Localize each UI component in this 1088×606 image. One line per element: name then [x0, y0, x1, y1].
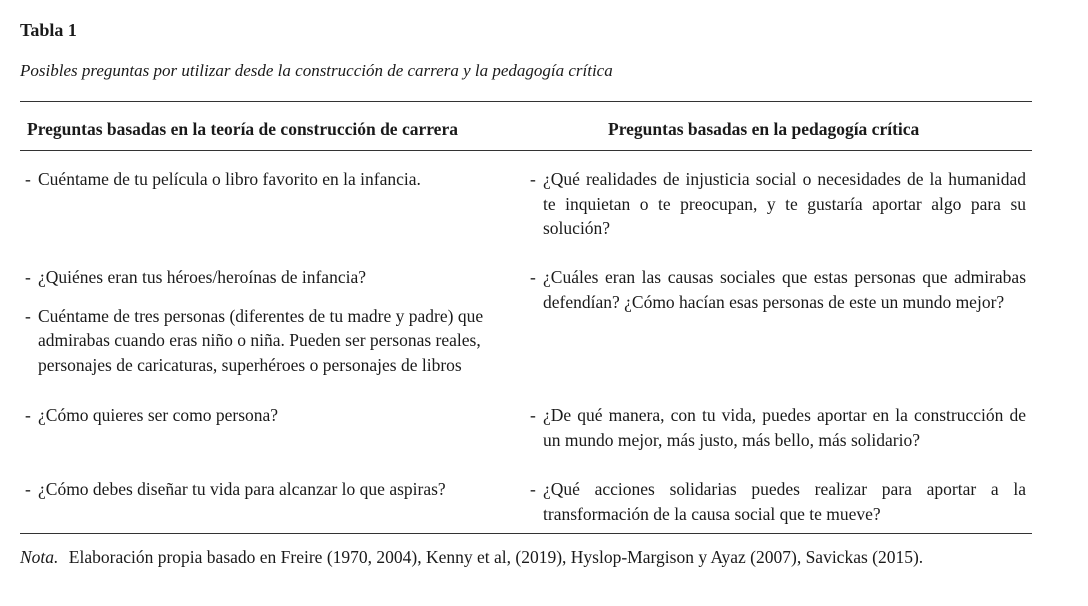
- list-item: [25, 265, 522, 290]
- dash-marker: -: [25, 479, 31, 499]
- table-header-rule: [20, 150, 1032, 151]
- column-header-critical-pedagogy: Preguntas basadas en la pedagogía crítica: [608, 119, 920, 139]
- table-row-4-left-cell: [25, 477, 522, 502]
- note-label: Nota.: [20, 547, 59, 567]
- question-text: Cuéntame de tu película o libro favorito en la infancia.: [38, 169, 421, 189]
- list-item: [530, 403, 1026, 452]
- dash-marker: -: [25, 305, 31, 326]
- table-row-1-left-cell: [25, 167, 522, 192]
- question-text: ¿Cómo debes diseñar tu vida para alcanzar lo que aspiras?: [38, 479, 446, 499]
- table-note: [20, 547, 923, 568]
- list-item: [25, 304, 522, 378]
- question-text: ¿Quiénes eran tus héroes/heroínas de infancia?: [38, 267, 366, 287]
- question-text: ¿Cuáles eran las causas sociales que estas personas que admirabas defendían? ¿Cómo hacían esas personas de este un mundo mejor?: [543, 267, 1026, 312]
- list-item: [25, 403, 522, 428]
- column-header-career-construction: Preguntas basadas en la teoría de construcción de carrera: [27, 119, 458, 139]
- dash-marker: -: [530, 169, 536, 189]
- table-caption: Posibles preguntas por utilizar desde la construcción de carrera y la pedagogía crítica: [20, 61, 613, 80]
- dash-marker: -: [530, 405, 536, 425]
- list-item: [25, 167, 522, 192]
- dash-marker: -: [530, 479, 536, 499]
- table-row-2-right-cell: [530, 265, 1026, 314]
- dash-marker: -: [25, 267, 31, 287]
- question-text: ¿De qué manera, con tu vida, puedes aportar en la construcción de un mundo mejor, más justo, más bello, más solidario?: [543, 405, 1026, 450]
- question-text: ¿Cómo quieres ser como persona?: [38, 405, 279, 425]
- dash-marker: -: [25, 405, 31, 425]
- table-row-4-right-cell: [530, 477, 1026, 526]
- table-label: Tabla 1: [20, 20, 77, 40]
- question-text: ¿Qué acciones solidarias puedes realizar para aportar a la transformación de la causa social que te mueve?: [543, 479, 1026, 524]
- question-text: Cuéntame de tres personas (diferentes de tu madre y padre) que admirabas cuando eras niño o niña. Pueden ser personas reales, personajes de caricaturas, superhéroes o personajes de libros: [38, 305, 484, 375]
- dash-marker: -: [530, 267, 536, 287]
- table-row-3-right-cell: [530, 403, 1026, 452]
- question-text: ¿Qué realidades de injusticia social o necesidades de la humanidad te inquietan o te preocupan, y te gustaría aportar algo para su solución?: [543, 169, 1026, 238]
- table-row-1-right-cell: [530, 167, 1026, 241]
- table-row-3-left-cell: [25, 403, 522, 428]
- list-item: [530, 265, 1026, 314]
- note-text: Elaboración propia basado en Freire (1970, 2004), Kenny et al, (2019), Hyslop-Margison y Ayaz (2007), Savickas (2015).: [68, 547, 924, 567]
- table-bottom-rule: [20, 533, 1032, 534]
- list-item: [530, 167, 1026, 241]
- list-item: [25, 477, 522, 502]
- table-row-2-left-cell: [25, 265, 522, 377]
- dash-marker: -: [25, 169, 31, 189]
- table-top-rule: [20, 101, 1032, 102]
- list-item: [530, 477, 1026, 526]
